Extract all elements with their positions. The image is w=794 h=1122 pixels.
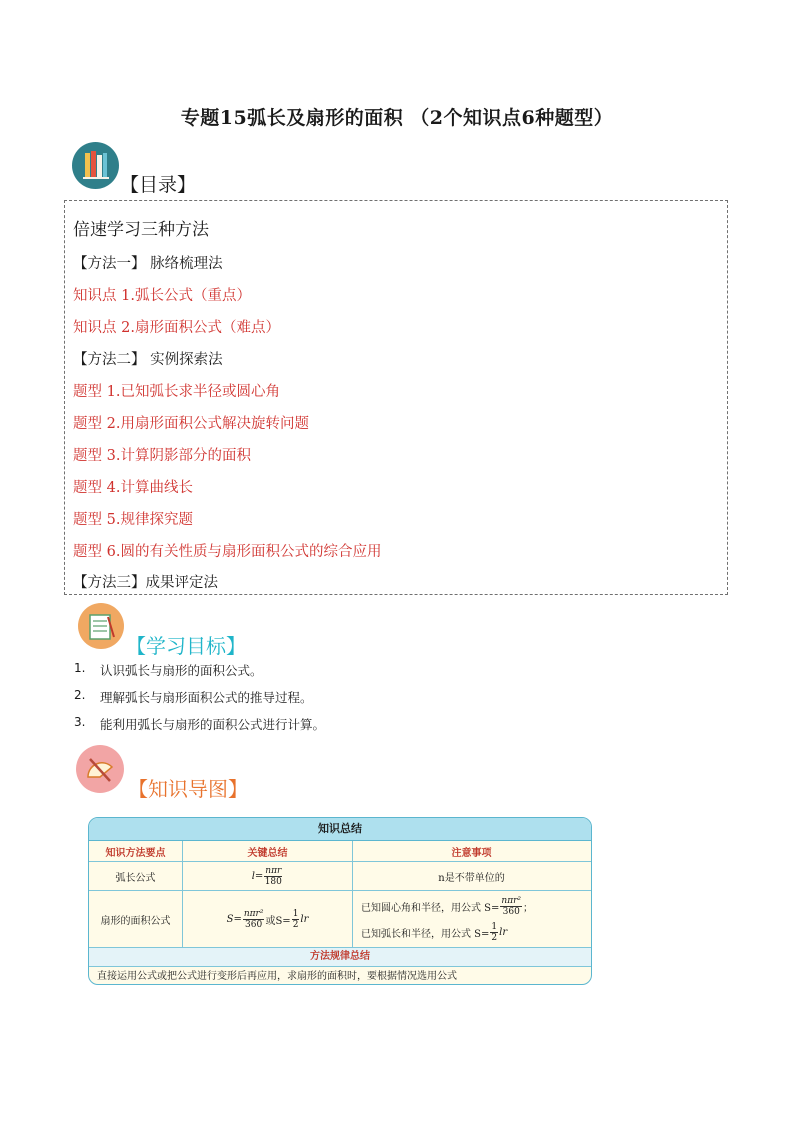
denominator: 360: [502, 906, 520, 917]
denominator: 2: [292, 919, 299, 930]
formula-text: 或S=: [265, 915, 291, 927]
fraction: [500, 896, 522, 917]
toc-item-method-3[interactable]: 【方法三】成果评定法: [73, 575, 218, 591]
formula-text: l=: [251, 870, 264, 882]
denominator: 2: [491, 932, 498, 943]
table-title: 知识总结: [89, 818, 591, 841]
toc-item-knowledge-2[interactable]: 知识点 2.扇形面积公式（难点）: [73, 320, 280, 336]
row-label: 扇形的面积公式: [89, 891, 183, 947]
goal-number: 3.: [74, 715, 86, 729]
protractor-icon: [76, 745, 124, 793]
toc-item-type-5[interactable]: 题型 5.规律探究题: [73, 512, 193, 528]
numerator: 1: [491, 921, 498, 932]
toc-item-method-2[interactable]: 【方法二】 实例探索法: [73, 352, 223, 368]
books-icon: [72, 142, 119, 189]
fraction: [264, 866, 282, 887]
numerator: nπr²: [501, 895, 522, 906]
table-header-row: [89, 841, 591, 862]
note-line: [361, 893, 533, 919]
fraction: [243, 909, 265, 930]
denominator: 360: [245, 919, 263, 930]
list-item: [74, 661, 325, 688]
goals-header: 【学习目标】: [126, 634, 246, 658]
toc-item-type-3[interactable]: 题型 3.计算阴影部分的面积: [73, 448, 251, 464]
note-text: 已知圆心角和半径，用公式 S=: [361, 902, 500, 914]
note-line: [361, 919, 507, 945]
table-row: [89, 862, 591, 891]
list-item: [74, 715, 325, 742]
toc-item-knowledge-1[interactable]: 知识点 1.弧长公式（重点）: [73, 288, 251, 304]
numerator: nπr²: [243, 908, 264, 919]
note-text: 已知弧长和半径，用公式 S=: [361, 928, 490, 940]
table-row: [89, 891, 591, 948]
sector-area-formula: [183, 891, 353, 947]
row-label: 弧长公式: [89, 862, 183, 890]
note-text: lr: [499, 926, 508, 938]
goal-number: 1.: [74, 661, 86, 675]
toc-heading: 倍速学习三种方法: [73, 220, 209, 240]
note-cell: n是不带单位的: [438, 872, 505, 884]
note-cell: [353, 891, 590, 947]
notebook-icon: [78, 603, 124, 649]
formula-text: lr: [300, 913, 309, 925]
formula-text: S=: [226, 913, 242, 925]
goal-number: 2.: [74, 688, 86, 702]
column-header: 知识方法要点: [89, 841, 183, 861]
denominator: 180: [264, 876, 282, 887]
fraction: [490, 922, 498, 943]
toc-item-method-1[interactable]: 【方法一】 脉络梳理法: [73, 256, 223, 272]
toc-item-type-4[interactable]: 题型 4.计算曲线长: [73, 480, 193, 496]
column-header: 关键总结: [183, 841, 353, 861]
knowledge-summary-table: [88, 817, 592, 985]
numerator: nπr: [265, 865, 282, 876]
note-text: ；: [523, 902, 534, 914]
goals-list: [74, 661, 325, 742]
toc-box: [64, 200, 728, 595]
toc-item-type-6[interactable]: 题型 6.圆的有关性质与扇形面积公式的综合应用: [73, 544, 382, 560]
document-title: 专题15弧长及扇形的面积 （2个知识点6种题型）: [180, 107, 614, 129]
goal-text: 理解弧长与扇形面积公式的推导过程。: [100, 690, 313, 705]
arc-length-formula: [183, 862, 353, 890]
knowledge-map-header: 【知识导图】: [128, 777, 248, 801]
list-item: [74, 688, 325, 715]
toc-item-type-1[interactable]: 题型 1.已知弧长求半径或圆心角: [73, 384, 280, 400]
column-header: 注意事项: [451, 847, 492, 859]
goal-text: 认识弧长与扇形的面积公式。: [100, 663, 263, 678]
goal-text: 能利用弧长与扇形的面积公式进行计算。: [100, 717, 326, 732]
method-summary-title: 方法规律总结: [89, 948, 591, 967]
method-summary-body: 直接运用公式或把公式进行变形后再应用，求扇形的面积时，要根据情况选用公式: [97, 971, 457, 982]
numerator: 1: [292, 908, 299, 919]
fraction: [292, 909, 300, 930]
toc-item-type-2[interactable]: 题型 2.用扇形面积公式解决旋转问题: [73, 416, 309, 432]
toc-header: 【目录】: [120, 174, 197, 196]
